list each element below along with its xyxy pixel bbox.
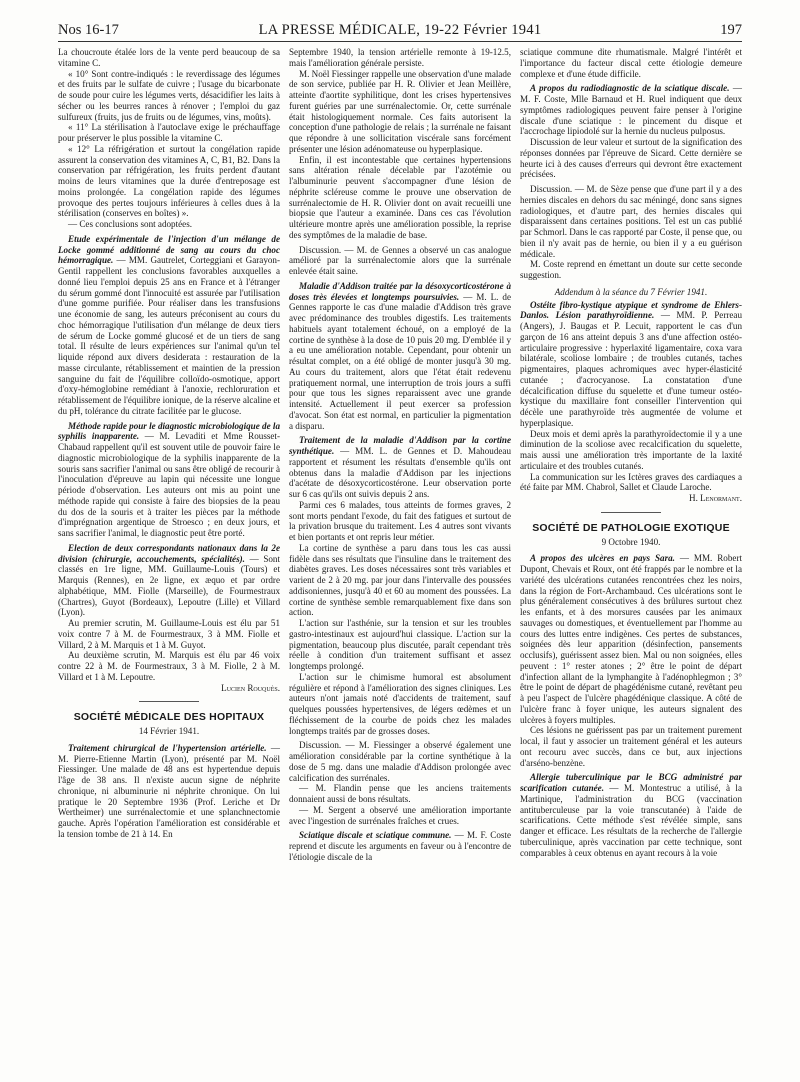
article-title: Sciatique discale et sciatique commune. (299, 830, 452, 841)
discussion: Discussion. — M. de Sèze pense que d'une part il y a des hernies discales en dehors du sac méningé, donc sans signes radiologiques, et d'autre part, des hernies discales qui disparaissent dans certaines positions. Tel est un cas publié par Schmorl. Dans le cas rapporté par Coste, il pense que, ou bien il n'y avait pas de hernie, ou bien il y a eu guérison médicale. (520, 184, 742, 259)
paragraph: Septembre 1940, la tension artérielle remonte à 19-12.5, mais l'amélioration générale persiste. (289, 47, 511, 68)
article-entry (520, 553, 742, 725)
paragraph: sciatique commune dite rhumatismale. Malgré l'intérêt et l'importance du facteur discal cette étiologie demeure complexe et d'une étude difficile. (520, 47, 742, 79)
article-title: A propos du radiodiagnostic de la sciatique discale. (530, 83, 730, 94)
article-body: — M. Montestruc a utilisé, à la Martinique, l'administration du BCG (vaccination antituberculeuse par la voie transcutanée) à l'aide de scarifications. Cette méthode s'est révélée simple, sans danger et efficace. Les résultats de la recherche de l'allergie tuberculinique, après vaccination par cette technique, sont comparables à ceux obtenus en ayant recours à la voie (520, 783, 742, 858)
paragraph: L'action sur l'asthénie, sur la tension et sur les troubles gastro-intestinaux est aujourd'hui classique. L'action sur la pigmentation, beaucoup plus discutée, paraît cependant très réelle à condition d'un traitement suffisant et assez longtemps prolongé. (289, 618, 511, 671)
column-2 (289, 47, 511, 863)
separator (601, 512, 661, 513)
article-entry (58, 421, 280, 539)
article-entry (289, 435, 511, 500)
article-entry (289, 281, 511, 432)
article-title: Ostéite fibro-kystique atypique et syndrome de Ehlers-Danlos. Lésion parathyroïdienne. (520, 299, 742, 321)
article-title: Election de deux correspondants nationaux dans la 2e division (chirurgie, accouchements, spécialités). (58, 542, 280, 564)
discussion: — M. Flandin pense que les anciens traitements donnaient aussi de bons résultats. (289, 783, 511, 804)
paragraph: La communication sur les Ictères graves des cardiaques a été faite par MM. Chabrol, Sallet et Claude Laroche. (520, 471, 742, 493)
article-title: A propos des ulcères en pays Sara. (530, 553, 675, 564)
article-body: — M. F. Coste, Mlle Barnaud et H. Ruel indiquent que deux symptômes radiologiques peuvent faire penser à l'origine discale d'une sciatique : le pincement du disque et l'accrochage lipiodolé sur la hernie du nucleus pulposus. (520, 83, 742, 137)
article-title: Méthode rapide pour le diagnostic microbiologique de la syphilis inapparente. (58, 420, 280, 442)
article-body: — MM. Gautrelet, Corteggiani et Garayon-Gentil rappellent les conclusions favorables auxquelles a donné lieu l'emploi depuis 25 ans en France et à l'étranger du sérum gommé dont l'innocuité est assurée par l'utilisation d'une gomme purifiée. Pour réaliser dans les transfusions une économie de sang, les auteurs préconisent au cours du choc hémorragique l'utilisation d'un mélange de deux tiers de sérum de Locke gommé glucosé et de un tiers de sang total. Il résulte de leurs expériences sur l'animal qu'un tel liquide répond aux divers desiderata : restauration de la masse circulante, rétablissement et maintien de la pression sanguine du fait de l'équilibre colloïdo-osmotique, apport d'oxy-hémoglobine remédiant à l'anoxie, rechloruration et rétablissement de l'équilibre ionique, de la réserve alcaline et du pH, tolérance du citrate facilitée par le glucose. (58, 255, 280, 416)
article-body: — M. Pierre-Etienne Martin (Lyon), présenté par M. Noël Fiessinger. Une malade de 48 ans est hypertendue depuis l'âge de 38 ans. Il n'existe aucun signe de néphrite chronique, ni albuminurie ni néphrite chronique. On lui pratique le 20 Septembre 1936 (Prof. Leriche et Dr Wertheimer) une surrénalectomie et une splanchnectomie gauche. Après l'opération l'amélioration est considérable et la tension tombe de 21 à 14. En (58, 742, 280, 839)
signature: H. Lenormant. (689, 493, 742, 503)
session-date: 14 Février 1941. (138, 726, 200, 736)
article-body: — M. L. de Gennes rapporte le cas d'une maladie d'Addison très grave avec prédominance des troubles digestifs. Les traitements habituels ayant totalement échoué, on a employé de la cortine de synthèse à la dose de 10 puis 20 mg. D'emblée il y a eu une amélioration notable. Cependant, pour obtenir un résultat complet, on a été obligé de monter jusqu'à 30 mg. Au cours du traitement, alors que l'état était redevenu pratiquement normal, une interruption de trois jours a suffi pour que tous les signes reparaissent avec une grande intensité. Actuellement il peut exercer sa profession d'avocat. Son état est normal, en particulier la pigmentation a disparu. (289, 291, 511, 431)
article-entry (520, 300, 742, 429)
article-entry (520, 83, 742, 137)
article-entry (58, 234, 280, 417)
paragraph: « 10° Sont contre-indiqués : le reverdissage des légumes et des fruits par le sulfate de cuivre ; l'usage du bicarbonate de soude pour cuire les légumes verts, désacidifier les laits à sécher ou les beurres rances à rénover ; l'emploi du gaz sulfureux (fruits, jus de fruits ou de légumes, vins, moûts). (58, 68, 280, 122)
journal-title: LA PRESSE MÉDICALE, 19-22 Février 1941 (258, 22, 542, 38)
paragraph: « 12° La réfrigération et surtout la congélation rapide assurent la conservation des vitamines A, C, B1, B2. Dans la conservation par réfrigération, les fruits perdent d'autant moins de leurs vitamines que la durée d'entreposage est moins prolongée. La congélation rapide des légumes provoque des pertes toujours inférieures à celles dues à la stérilisation (conserves en boîtes) ». (58, 143, 280, 219)
paragraph: « 11° La stérilisation à l'autoclave exige le préchauffage pour préserver le plus possible la vitamine C. (58, 122, 280, 143)
article-title: Traitement de la maladie d'Addison par la cortine synthétique. (289, 435, 511, 456)
article-title: Etude expérimentale de l'injection d'un mélange de Locke gommé additionné de sang au cours du choc hémorragique. (58, 233, 280, 266)
paragraph: Au deuxième scrutin, M. Marquis est élu par 46 voix contre 22 à M. de Fourmestraux, 3 à M. Fiolle, 2 à M. Villard et 1 à M. Lepoutre. (58, 650, 280, 682)
article-entry (58, 743, 280, 840)
page-header (58, 22, 742, 40)
session-date: 9 Octobre 1940. (601, 536, 661, 547)
addendum-heading: Addendum à la séance du 7 Février 1941. (554, 286, 708, 297)
article-body: — MM. Robert Dupont, Chevais et Roux, ont été frappés par le nombre et la variété des ulcérations cutanées rencontrées chez les noirs, dans la région de Fort-Archambaud. Ces ulcérations sont le plus généralement consécutives à des brûlures surtout chez les enfants, et à des morsures causées par les animaux sauvages ou domestiques, et éventuellement par l'homme au cours des luttes entre indigènes. Ces pertes de substances, soignées dès leur apparition (désinfection, pansements occlusifs), guérissent assez bien. Mal ou non soignées, elles peuvent : 1° rester atones ; 2° être le point de départ d'infection allant de la lymphangite à l'adénophlegmon ; 3° être le point de départ de phagédénisme cutané, revêtant peu à peu l'aspect de l'ulcère phagédénique classique. A côté de l'ulcère franc à foyer unique, les auteurs signalent des ulcères à foyers multiples. (520, 553, 742, 725)
article-title: Traitement chirurgical de l'hypertension artérielle. (68, 742, 267, 753)
header-rule (58, 41, 742, 42)
article-entry (289, 830, 511, 862)
paragraph: Enfin, il est incontestable que certaines hypertensions sans altération rénale décelable par l'azotémie ou l'albuminurie peuvent s'accompagner d'une lésion de néphrite scléreuse comme le prouve une observation de surrénalectomie de H. R. Olivier dont on avait recueilli une biopsie que l'auteur a examinée. Dans ces cas l'évolution ultérieure montre après une amélioration possible, la reprise des symptômes de la maladie de base. (289, 154, 511, 240)
article-title: Maladie d'Addison traitée par la désoxycorticostérone à doses très élevées et longtemps poursuivies. (289, 280, 511, 302)
paragraph: Discussion de leur valeur et surtout de la signification des réponses données par l'épreuve de Sicard. Cette dernière se heurte ici à des causes d'erreurs qui devront être exactement précisées. (520, 137, 742, 180)
paragraph: — Ces conclusions sont adoptées. (68, 219, 193, 229)
paragraph: L'action sur le chimisme humoral est absolument régulière et répond à l'amélioration des signes cliniques. Les auteurs n'ont jamais noté d'accidents de traitement, sauf quelques poussées hypertensives, de légers œdèmes et un fléchissement de la courbe de poids chez les malades longtemps traités par de grosses doses. (289, 671, 511, 736)
article-body: — M. F. Coste reprend et discute les arguments en faveur ou à l'encontre de l'étiologie discale de la (289, 830, 511, 862)
issue-number: Nos 16-17 (58, 22, 119, 38)
paragraph: La cortine de synthèse a paru dans tous les cas aussi fidèle dans ses résultats que l'insuline dans le traitement des diabètes graves. Les doses nécessaires sont très variables et varient de 2 à 20 mg. par jour dans l'intervalle des poussées addisoniennes, jusqu'à 40 et 60 au moment des poussées. La cortine de synthèse semble remarquablement fixe dans son action. (289, 542, 511, 618)
signature: Lucien Rouquès. (221, 682, 280, 693)
paragraph: Ces lésions ne guérissent pas par un traitement purement local, il faut y associer un traitement général et les auteurs ont recouru avec succès, dans ce but, aux injections d'arséno-benzène. (520, 725, 742, 768)
article-entry (520, 772, 742, 858)
article-title: Allergie tuberculinique par le BCG administré par scarification cutanée. (520, 772, 742, 793)
page-number: 197 (720, 22, 742, 38)
paragraph: La choucroute étalée lors de la vente perd beaucoup de sa vitamine C. (58, 47, 280, 68)
discussion: Discussion. — M. Fiessinger a observé également une amélioration considérable par la cortine synthétique à la dose de 5 mg. dans une maladie d'Addison prolongée avec calcification des surrénales. (289, 740, 511, 783)
separator (139, 701, 199, 702)
section-heading: SOCIÉTÉ MÉDICALE DES HOPITAUX (73, 711, 265, 724)
article-entry (58, 543, 280, 618)
paragraph: Au premier scrutin, M. Guillaume-Louis est élu par 51 voix contre 7 à M. de Fourmestraux, 3 à MM. Fiolle et Villard, 2 à M. Marquis et 1 à M. Guyot. (58, 618, 280, 650)
paragraph: M. Coste reprend en émettant un doute sur cette seconde suggestion. (520, 259, 742, 280)
article-body: — M. Levaditi et Mme Rousset-Chabaud rappellent qu'il est souvent utile de pouvoir faire le diagnostic microbiologique de la syphilis inapparente de la souris sans sacrifier l'animal ou sans être obligé de recourir à l'inoculation d'épreuve au lapin qui nécessite une longue période d'observation. Les auteurs ont mis au point une méthode rapide qui consiste à faire des biopsies de la peau du dos de la souris et à traiter les pièces par la méthode d'imprégnation argentique de Stroesco ; en deux jours, et sans sacrifier l'animal, le diagnostic peut être porté. (58, 431, 280, 538)
column-3 (520, 47, 742, 858)
discussion: Discussion. — M. de Gennes a observé un cas analogue amélioré par la surrénalectomie alors que la surrénale enlevée était saine. (289, 244, 511, 276)
paragraph: M. Noël Fiessinger rappelle une observation d'une malade de son service, publiée par H. R. Olivier et Jean Meillère, atteinte d'aortite syphilitique, dont les crises hypertensives furent guéries par une surrénalectomie. Or, cette surrénale était histologiquement normale. Ces faits autorisent la conception d'une pathologie de relais ; la surrénale ne faisant que répondre à une sollicitation viscérale sans forcément présenter une lésion adénomateuse ou hyperplasique. (289, 68, 511, 154)
article-body: — MM. P. Perreau (Angers), J. Baugas et P. Lecuit, rapportent le cas d'un garçon de 16 ans atteint depuis 3 ans d'une affection ostéo-articulaire progressive : hyperlaxité ligamentaire, coxa vara bilatérale, scoliose lombaire ; de troubles cutanés, taches pigmentaires, plaques achromiques avec hyper-élasticité cutanée ; d'acrocyanose. La constatation d'une décalcification diffuse du squelette et d'une tumeur ostéo-kystique du maxillaire font conseiller l'intervention qui décèle une parathyroïde très augmentée de volume et hyperplasique. (520, 310, 742, 428)
section-heading: SOCIÉTÉ DE PATHOLOGIE EXOTIQUE (532, 521, 730, 534)
paragraph: Parmi ces 6 malades, tous atteints de formes graves, 2 sont morts pendant l'exode, du fait des fatigues et surtout de la privation brusque du traitement. Les 4 autres sont vivants et bien portants et ont repris leur métier. (289, 499, 511, 542)
paragraph: Deux mois et demi après la parathyroïdectomie il y a une diminution de la scoliose avec recalcification du squelette, mais aussi une amélioration très importante de la laxité articulaire et des troubles cutanés. (520, 428, 742, 471)
discussion: — M. Sergent a observé une amélioration importante avec l'ingestion de surrénales fraîches et crues. (289, 804, 511, 826)
article-body: — Sont classés en 1re ligne, MM. Guillaume-Louis (Tours) et Marquis (Rennes), en 2e ligne, ex æquo et par ordre alphabétique, MM. Fiolle (Marseille), de Fourmestraux (Chartres), Guyot (Bordeaux), Lepoutre (Lille) et Villard (Lyon). (58, 553, 281, 618)
column-1 (58, 47, 280, 840)
article-body: — MM. L. de Gennes et D. Mahoudeau rapportent et résument les résultats d'ensemble qu'ils ont obtenus dans la maladie d'Addison par les injections d'acétate de désoxycorticostérone. Leur observation porte sur 6 cas qu'ils ont suivis depuis 2 ans. (289, 446, 511, 499)
